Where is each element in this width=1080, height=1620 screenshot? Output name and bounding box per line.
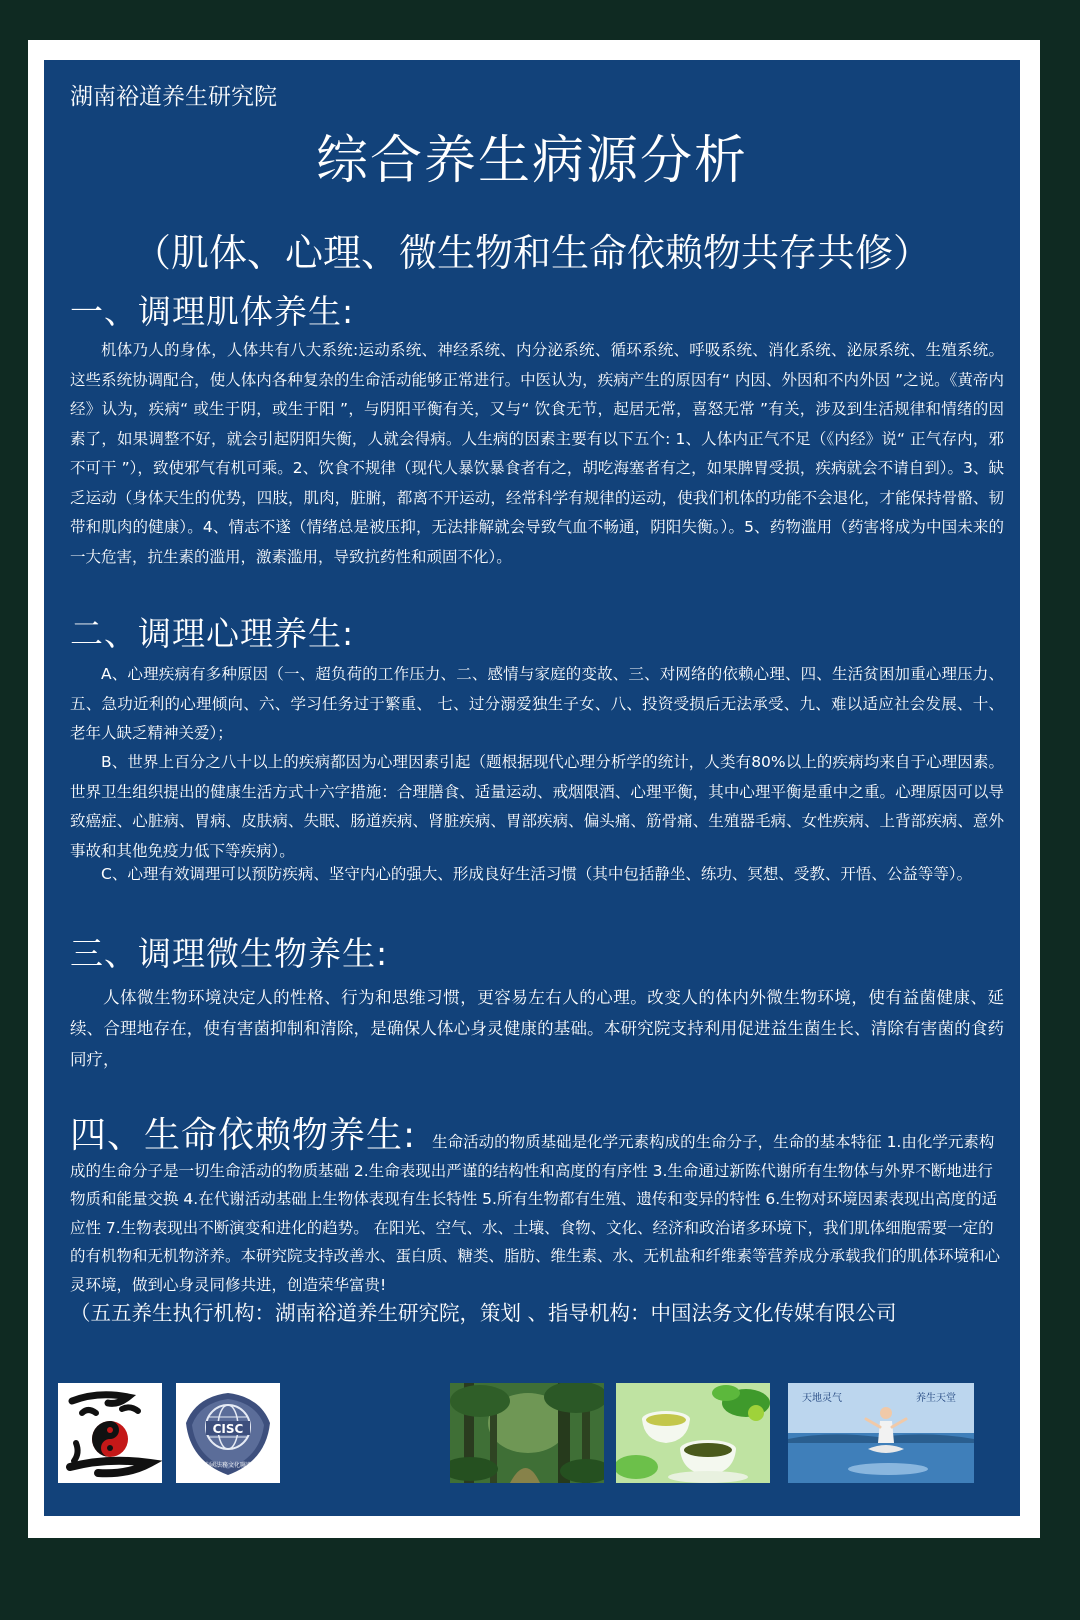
section3-heading: 三、调理微生物养生:	[70, 934, 389, 973]
poster-subtitle: （肌体、心理、微生物和生命依赖物共存共修）	[132, 231, 931, 275]
section2-paragraph-c: C、心理有效调理可以预防疾病、坚守内心的强大、形成良好生活习惯（其中包括静坐、练功、冥想、受教、开悟、公益等等）。	[101, 865, 973, 883]
cisc-caption: 中國法務文化聯盟	[203, 1462, 253, 1469]
cisc-emblem-icon	[176, 1383, 280, 1483]
section3-body: 人体微生物环境决定人的性格、行为和思维习惯，更容易左右人的心理。改变人的体内外微生物环境，使有益菌健康、延续、合理地存在，使有害菌抑制和清除，是确保人体心身灵健康的基础。本研究院支持利用促进益生菌生长、清除有害菌的食药同疗，	[70, 988, 1004, 1069]
forest-image	[450, 1383, 604, 1483]
institute-name: 湖南裕道养生研究院	[70, 84, 277, 110]
section4-block	[70, 1115, 1004, 1299]
section2-heading: 二、调理心理养生:	[70, 614, 355, 653]
section1-heading: 一、调理肌体养生:	[70, 292, 355, 331]
section2-paragraph-a: A、心理疾病有多种原因（一、超负荷的工作压力、二、感情与家庭的变故、三、对网络的依赖心理、四、生活贫困加重心理压力、五、急功近利的心理倾向、六、学习任务过于繁重、 七、过分溺爱独生子女、八、投资受损后无法承受、九、难以适应社会发展、十、老年人缺乏精神关爱）；	[70, 665, 1004, 742]
yoga-text-left: 天地灵气	[802, 1393, 842, 1404]
footer-note: （五五养生执行机构：湖南裕道养生研究院，策划 、指导机构：中国法务文化传媒有限公司	[70, 1301, 897, 1325]
cisc-text: CISC	[212, 1422, 244, 1436]
forest-photo	[450, 1383, 604, 1483]
yudao-logo	[58, 1383, 162, 1483]
section1-body: 机体乃人的身体，人体共有八大系统:运动系统、神经系统、内分泌系统、循环系统、呼吸系统、消化系统、泌尿系统、生殖系统。这些系统协调配合，使人体内各种复杂的生命活动能够正常进行。中医认为，疾病产生的原因有“ 内因、外因和不内外因 ”之说。《黄帝内经》认为，疾病“ 或生于阴，或生于阳 ”，与阴阳平衡有关，又与“ 饮食无节，起居无常，喜怒无常 ”有关，涉及到生活规律和情绪的因素了，如果调整不好，就会引起阴阳失衡，人就会得病。人生病的因素主要有以下五个: 1、人体内正气不足（《内经》说“ 正气存内，邪不可干 ”），致使邪气有机可乘。2、饮食不规律（现代人暴饮暴食者有之，胡吃海塞者有之，如果脾胃受损，疾病就会不请自到）。3、缺乏运动（身体天生的优势，四肢，肌肉，脏腑，都离不开运动，经常科学有规律的运动，使我们机体的功能不会退化，才能保持骨骼、韧带和肌肉的健康）。4、情志不遂（情绪总是被压抑，无法排解就会导致气血不畅通，阴阳失衡。）。5、药物滥用（药害将成为中国未来的一大危害，抗生素的滥用，激素滥用，导致抗药性和顽固不化）。	[70, 341, 1004, 566]
poster-title: 综合养生病源分析	[315, 131, 748, 191]
section2-paragraph-b: B、世界上百分之八十以上的疾病都因为心理因素引起（题根据现代心理分析学的统计，人类有80%以上的疾病均来自于心理因素。世界卫生组织提出的健康生活方式十六字措施：合理膳食、适量运动、戒烟限酒、心理平衡，其中心理平衡是重中之重。心理原因可以导致癌症、心脏病、胃病、皮肤病、失眠、肠道疾病、肾脏疾病、胃部疾病、偏头痛、筋骨痛、生殖器毛病、女性疾病、上背部疾病、意外事故和其他免疫力低下等疾病）。	[70, 753, 1004, 860]
calligraphy-logo-icon	[58, 1383, 162, 1483]
section4-heading: 四、生命依赖物养生:	[70, 1115, 417, 1156]
tea-photo	[616, 1383, 770, 1483]
poster-panel	[44, 60, 1020, 1516]
tea-image	[616, 1383, 770, 1483]
cisc-logo	[176, 1383, 280, 1483]
yoga-photo	[788, 1383, 974, 1483]
section4-body: 生命活动的物质基础是化学元素构成的生命分子，生命的基本特征 1.由化学元素构成的生命分子是一切生命活动的物质基础 2.生命表现出严谨的结构性和高度的有序性 3.生命通过新陈代谢所有生物体与外界不断地进行物质和能量交换 4.在代谢活动基础上生物体表现有生长特性 5.所有生物都有生殖、遗传和变异的特性 6.生物对环境因素表现出高度的适应性 7.生物表现出不断演变和进化的趋势。 在阳光、空气、水、土壤、食物、文化、经济和政治诸多环境下，我们肌体细胞需要一定的的有机物和无机物济养。本研究院支持改善水、蛋白质、糖类、脂肪、维生素、水、无机盐和纤维素等营养成分承载我们的肌体环境和心灵环境，做到心身灵同修共进，创造荣华富贵!	[70, 1133, 1001, 1294]
yoga-text-right: 养生天堂	[916, 1393, 956, 1404]
